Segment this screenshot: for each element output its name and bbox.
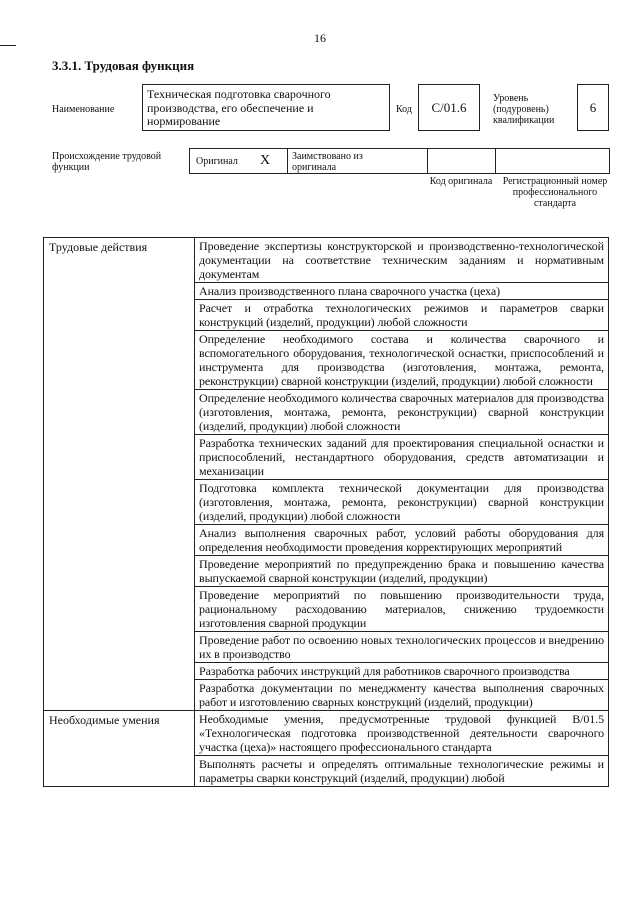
- section-label: Необходимые умения: [44, 711, 195, 787]
- table-cell-item: Анализ производственного плана сварочного участка (цеха): [195, 283, 609, 300]
- code-original-caption: Код оригинала: [429, 176, 493, 187]
- table-cell-item: Разработка технических заданий для проектирования специальной оснастки и приспособлений, нестандартного оборудования, средств автоматизации и механизации: [195, 435, 609, 480]
- origin-divider-3: [495, 149, 496, 173]
- borrowed-label: Заимствовано из оригинала: [292, 151, 363, 173]
- origin-label: Происхождение трудовой функции: [52, 151, 162, 173]
- table-row: [44, 238, 609, 283]
- table-cell-item: Проведение экспертизы конструкторской и производственно-технологической документации на соответствие техническим заданиям и нормативным документам: [195, 238, 609, 283]
- function-name: Техническая подготовка сварочного производства, его обеспечение и нормирование: [147, 87, 331, 128]
- reg-number-caption: Регистрационный номер профессионального стандарта: [502, 176, 608, 209]
- table-cell-item: Подготовка комплекта технической документации для производства (изготовления, монтажа, ремонта, реконструкции) сварной конструкции (изделий, продукции) любой сложности: [195, 480, 609, 525]
- table-cell-item: Анализ выполнения сварочных работ, условий работы оборудования для определения необходимости проведения корректирующих мероприятий: [195, 525, 609, 556]
- function-name-box: [142, 84, 390, 131]
- original-mark: X: [260, 153, 271, 168]
- code-label: Код: [396, 104, 412, 115]
- table-cell-item: Проведение мероприятий по предупреждению брака и повышению качества выпускаемой сварной конструкции (изделий, продукции): [195, 556, 609, 587]
- page-number: 16: [314, 31, 326, 45]
- level-label: Уровень (подуровень) квалификации: [493, 93, 555, 126]
- section-title: 3.3.1. Трудовая функция: [52, 58, 195, 73]
- table-cell-item: Разработка рабочих инструкций для работников сварочного производства: [195, 663, 609, 680]
- original-label: Оригинал: [196, 156, 238, 167]
- table-cell-item: Определение необходимого состава и количества сварочного и вспомогательного оборудования, технологической оснастки, приспособлений и инструмента для производства (изготовления, монтажа, ремонта, реконструкции) сварной конструкции (изделий, продукции) любой сложности: [195, 331, 609, 390]
- code-box: [418, 84, 480, 131]
- table-cell-item: Проведение работ по освоению новых технологических процессов и внедрению их в производство: [195, 632, 609, 663]
- table-cell-item: Расчет и отработка технологических режимов и параметров сварки конструкций (изделий, продукции) любой сложности: [195, 300, 609, 331]
- margin-mark: [0, 45, 16, 46]
- code-value: С/01.6: [431, 99, 467, 115]
- table-cell-item: Разработка документации по менеджменту качества выполнения сварочных работ и изготовлению сварных конструкций (изделий, продукции): [195, 680, 609, 711]
- level-value: 6: [589, 99, 597, 115]
- table-cell-item: Проведение мероприятий по повышению производительности труда, рациональному расходованию материалов, снижению трудоемкости изготовления сварной продукции: [195, 587, 609, 632]
- table-cell-item: Выполнять расчеты и определять оптимальные технологические режимы и параметры сварки конструкций (изделий, продукции) любой: [195, 756, 609, 787]
- origin-divider-2: [427, 149, 428, 173]
- table-cell-item: Определение необходимого количества сварочных материалов для производства (изготовления, монтажа, ремонта, реконструкции) сварной конструкции (изделий, продукции) любой сложности: [195, 390, 609, 435]
- origin-divider-1: [287, 149, 288, 173]
- name-label: Наименование: [52, 104, 115, 115]
- level-box: [577, 84, 609, 131]
- section-label: Трудовые действия: [44, 238, 195, 711]
- table-cell-item: Необходимые умения, предусмотренные трудовой функцией В/01.5 «Технологическая подготовка производственной деятельности сварочного участка (цеха)» настоящего профессионального стандарта: [195, 711, 609, 756]
- origin-table: [189, 148, 610, 174]
- main-table: [43, 237, 609, 787]
- table-row: [44, 711, 609, 756]
